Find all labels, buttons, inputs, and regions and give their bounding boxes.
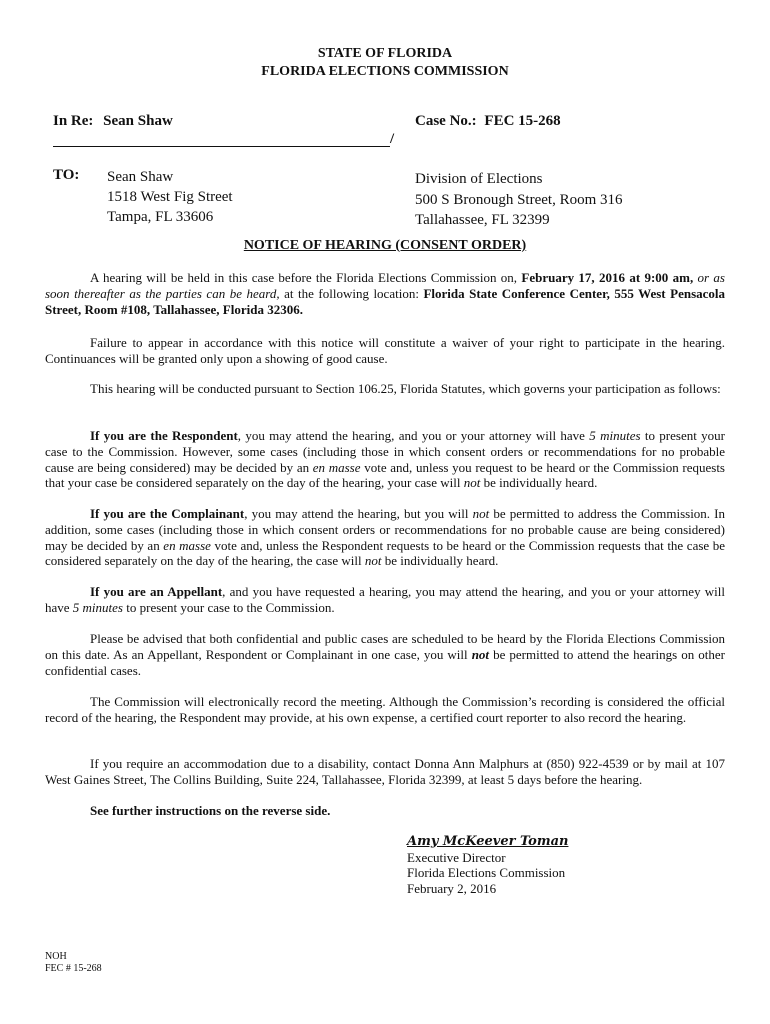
p8-text: The Commission will electronically record the meeting. Although the Commission’s recording is considered the official record of the hearing, the Respondent may provide, at his own expense, a certified court reporter to also record the hearing. (45, 694, 725, 725)
hearing-date: February 17, 2016 at 9:00 am, (521, 270, 694, 285)
recipient-address (107, 167, 233, 227)
copy-street: 500 S Bronough Street, Room 316 (415, 191, 623, 208)
recipient-name: Sean Shaw (107, 169, 174, 185)
copy-name: Division of Elections (415, 171, 543, 187)
hearing-location: Florida State Conference Center, 555 West Pensacola Street, Room #108, Tallahassee, Florida 32306. (45, 285, 726, 317)
complainant-paragraph (45, 506, 725, 569)
commission-heading: FLORIDA ELECTIONS COMMISSION (261, 64, 509, 79)
footer-code: NOH (45, 951, 67, 962)
case-label: Case No.: (415, 113, 477, 129)
in-re-label: In Re: (53, 113, 94, 129)
p5-text-c: be permitted to address the Commission. In addition, some cases (including those in which consent orders or recommendations for no probable cause are being considered) may be decided by an (45, 506, 725, 553)
accommodation-paragraph (45, 756, 725, 788)
p3-text: This hearing will be conducted pursuant to Section 106.25, Florida Statutes, which governs your participation as follows: (90, 381, 721, 396)
recipient-city: Tampa, FL 33606 (107, 209, 214, 225)
caption-rule (53, 146, 390, 147)
p5-text-d: en masse (163, 537, 211, 553)
footer-reference (45, 951, 102, 975)
p5-text-e: vote and, unless the Respondent requests to be heard or the Commission requests that the case be considered separately on the day of the hearing, the case will (45, 537, 726, 569)
p6-text-a: , and you have requested a hearing, you may attend the hearing, and you or your attorney will have (45, 584, 725, 615)
case-number: FEC 15-268 (484, 113, 561, 129)
appellant-paragraph (45, 584, 725, 616)
failure-paragraph (45, 335, 725, 367)
p2-text: Failure to appear in accordance with this notice will constitute a waiver of your right to participate in the hearing. Continuances will be granted only upon a showing of good cause. (45, 335, 725, 366)
copy-city: Tallahassee, FL 32399 (415, 212, 550, 228)
p9-text: If you require an accommodation due to a disability, contact Donna Ann Malphurs at (850) 922-4539 or by mail at 107 West Gaines Street, The Collins Building, Suite 224, Tallahassee, Florida 32399, at least 5 days before the hearing. (45, 756, 725, 787)
reverse-side-note (45, 803, 725, 819)
respondent-paragraph (45, 428, 725, 491)
complainant-lead: If you are the Complainant (90, 506, 245, 521)
signature-title: Executive Director (407, 849, 506, 865)
recording-paragraph (45, 694, 725, 726)
to-label: TO: (53, 167, 80, 183)
p6-text-c: to present your case to the Commission. (126, 599, 335, 615)
signature-org: Florida Elections Commission (407, 865, 566, 880)
p7-text-a: Please be advised that both confidential and public cases are scheduled to be heard by the Florida Elections Commission on this date. As an Appellant, Respondent or Complainant in one case, you will (45, 631, 725, 662)
notice-title: NOTICE OF HEARING (CONSENT ORDER) (243, 238, 527, 253)
p4-text-a: , you may attend the hearing, and you or your attorney will have (237, 428, 585, 443)
p4-text-c: to present your case to the Commission. However, some cases (including those in which consent orders or recommendations for no probable cause are being considered) may be decided by an (45, 428, 726, 475)
p1-text-c: or as soon thereafter as the parties can be heard, (45, 270, 725, 301)
p1-text-d: at the following location: (284, 285, 419, 301)
case-number-caption (415, 113, 561, 130)
recipient-street: 1518 West Fig Street (107, 189, 233, 205)
signature-name: Amy McKeever Toman (407, 834, 569, 849)
p5-text-b: not (472, 506, 490, 521)
p5-text-g: be individually heard. (384, 553, 499, 569)
p10-text: See further instructions on the reverse side. (90, 803, 331, 818)
copy-address (415, 169, 623, 231)
p5-text-f: not (364, 553, 382, 569)
p7-text-b: not (471, 646, 490, 662)
p4-text-e: vote and, unless you request to be heard or the Commission requests that your case be considered separately on the day of the hearing, your case will (45, 459, 725, 491)
p4-text-g: be individually heard. (483, 475, 598, 491)
signature-date: February 2, 2016 (407, 880, 497, 896)
p7-text-c: be permitted to attend the hearings on other confidential cases. (45, 646, 725, 678)
statute-paragraph (45, 381, 725, 397)
p4-text-d: en masse (312, 459, 361, 475)
signature-block (407, 834, 568, 896)
hearing-paragraph (45, 270, 725, 317)
in-re-name: Sean Shaw (103, 113, 173, 129)
p6-text-b: 5 minutes (72, 599, 123, 615)
caption-slash: / (390, 131, 395, 147)
p1-text-a: A hearing will be held in this case before the Florida Elections Commission on, (90, 270, 518, 285)
p4-text-b: 5 minutes (589, 428, 641, 443)
confidential-paragraph (45, 631, 725, 678)
p4-text-f: not (463, 475, 481, 491)
state-heading: STATE OF FLORIDA (317, 46, 453, 61)
footer-case: FEC # 15-268 (45, 963, 102, 974)
respondent-lead: If you are the Respondent (90, 428, 238, 443)
in-re-caption (53, 113, 173, 130)
p5-text-a: , you may attend the hearing, but you will (244, 506, 469, 521)
appellant-lead: If you are an Appellant (90, 584, 223, 599)
